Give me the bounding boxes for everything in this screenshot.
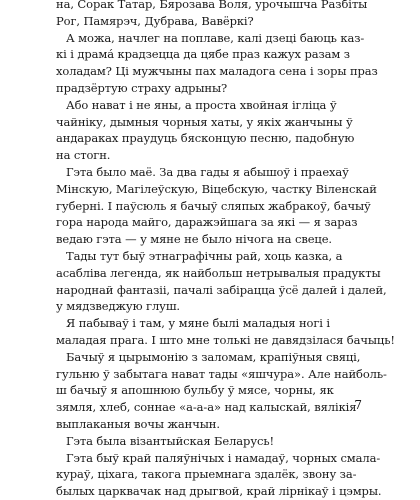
page-number: 7 [354, 398, 362, 412]
paragraph [56, 30, 378, 97]
text-line: андараках праудуць бясконцую песню, падобную [56, 131, 355, 146]
text-line: Мінскую, Магілеўскую, Віцебскую, частку Віленскай [56, 181, 377, 196]
text-line: гульню ў забытага нават тады «яшчура». Але найболь- [56, 366, 387, 381]
text-line: выплаканыя вочы жанчын. [56, 416, 220, 431]
text-line: на стогн. [56, 148, 111, 163]
text-line: Гэта было маё. За два гады я абышоў і праехаў [66, 164, 349, 179]
paragraph [56, 0, 368, 30]
text-line: маладая прага. І што мне толькі не давядзілася бачыць! [56, 332, 395, 347]
text-line: Гэта быў край паляўнічых і намадаў, чорных смала- [66, 450, 381, 465]
paragraph [56, 97, 356, 164]
text-line: асабліва легенда, як найбольш нетрывалыя прадукты [56, 265, 381, 280]
text-line: Або нават і не яны, а проста хвойная іглiца ў [66, 97, 337, 112]
body-text [56, 0, 395, 500]
text-line: народнай фантазіі, пачалі забірацца ўсё далей і далей, [56, 282, 387, 297]
text-line: Гэта была візантыйская Беларусь! [66, 433, 275, 448]
paragraph [56, 315, 395, 349]
text-line: у мядзведжую глуш. [56, 299, 180, 314]
text-line: зямля, хлеб, соннае «а-а-а» над калыскай, вялікія [56, 400, 357, 415]
paragraph [56, 433, 356, 450]
text-line: А можа, начлег на поплаве, калі дзеці баюць каз- [66, 30, 365, 45]
text-line: губерні. І паўсюль я бачыў сляпых жабракоў, бачыў [56, 198, 371, 213]
paragraph [56, 349, 387, 433]
text-line: кі і драма́ крадзецца да цябе праз кажух разам з [56, 47, 350, 62]
text-line: гора народа майго, даражэйшага за які — я зараз [56, 215, 358, 230]
text-line: Я пабываў і там, у мяне былі маладыя ногі і [66, 316, 330, 331]
text-line: Бачыў я цырымонію з заломам, крапіўныя свяці, [66, 349, 361, 364]
text-line: Рог, Памярэч, Дубрава, Вавёркі? [56, 13, 254, 28]
text-line: былых царквачак над дрыгвой, край лірнікаў і цэмры. [56, 484, 382, 499]
text-line: прадзёртую страху адрыны? [56, 80, 228, 95]
text-line: холадам? Ці мужчыны пах маладога сена і зоры праз [56, 64, 378, 79]
text-line: ведаю гэта — у мяне не было нічога на свеце. [56, 232, 332, 247]
text-line: ш бачыў я апошнюю бульбу ў мясе, чорны, як [56, 383, 334, 398]
text-line: на, Сорак Татар, Бярозава Воля, урочышча Разбіты [56, 0, 368, 11]
paragraph [56, 248, 387, 315]
text-line: кураў, ціхага, такога прыемнага здалёк, звону за- [56, 467, 357, 482]
text-line: чайніку, дымныя чорныя хаты, у якіх жанчыны ў [56, 114, 353, 129]
paragraph [56, 450, 382, 500]
paragraph [56, 164, 377, 248]
text-line: Тады тут быў этнаграфічны рай, хоць казка, а [66, 248, 343, 263]
